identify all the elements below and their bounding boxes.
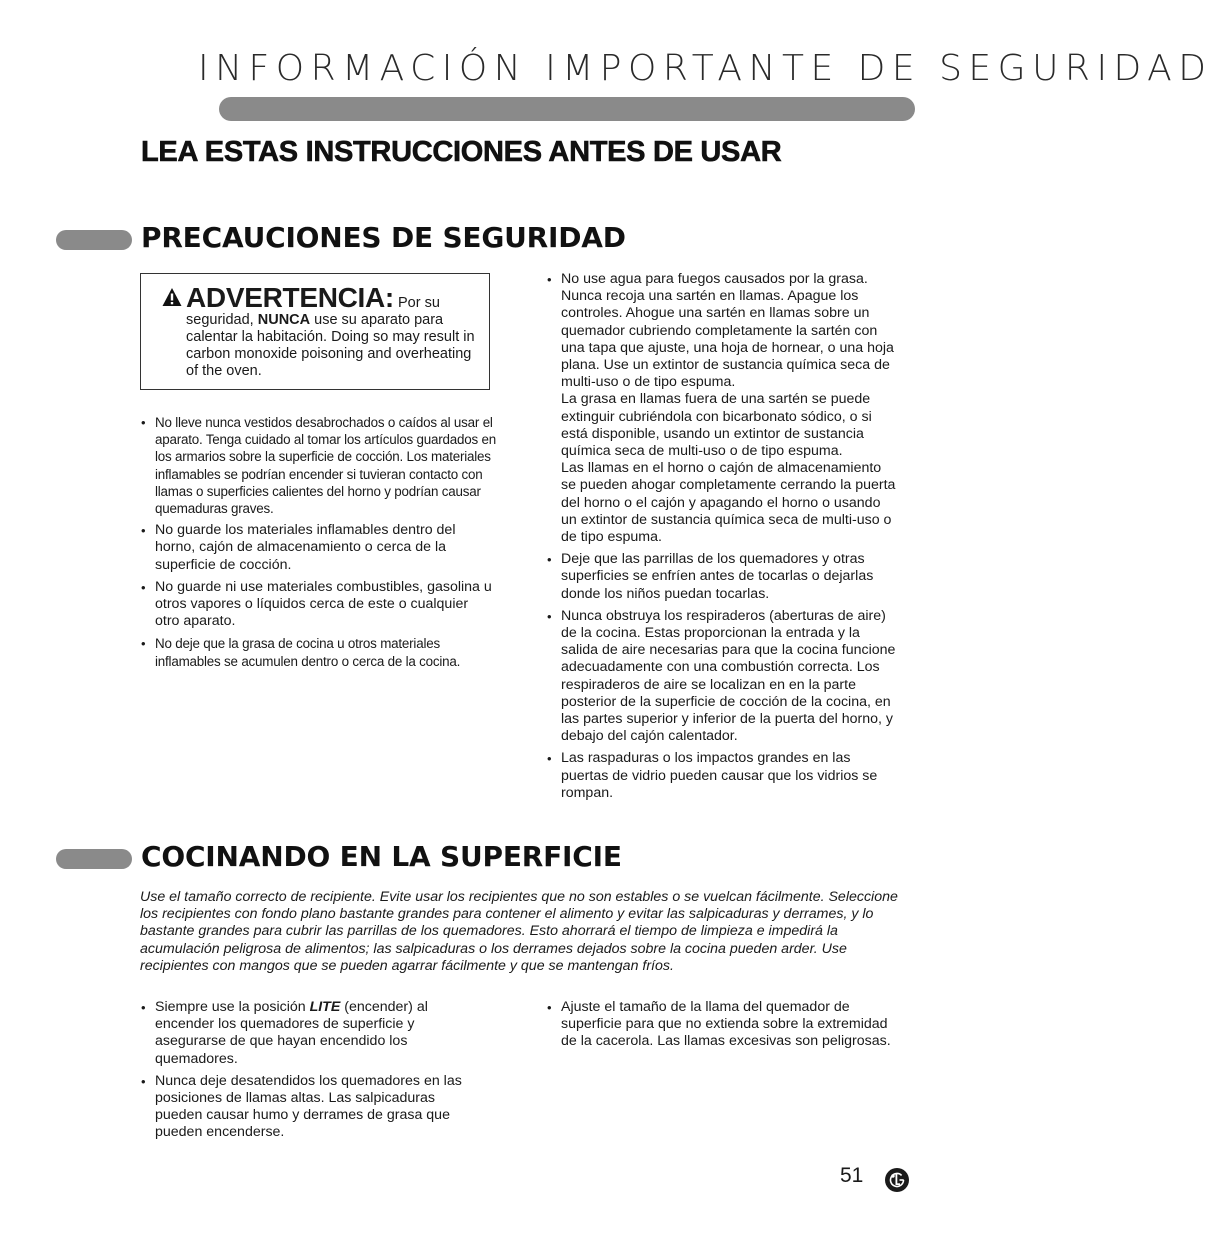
- section-pill-cocinando: [56, 849, 132, 869]
- section-pill-precauciones: [56, 230, 132, 250]
- warning-box: [140, 273, 490, 390]
- list-item: • Nunca obstruya los respiraderos (aberturas de aire) de la cocina. Estas proporcionan la entrada y la salida de aire necesarias para que la cocina funcione adecuadamente con una combustión correcta. Los respiraderos de aire se localizan en en la parte posterior de la superficie de cocción de la cocina, en las partes superior y inferior de la puerta del horno, y debajo del cajón calentador.: [547, 608, 899, 746]
- page-number: 51: [840, 1164, 864, 1187]
- main-heading: LEA ESTAS INSTRUCCIONES ANTES DE USAR: [141, 136, 782, 168]
- cocinando-intro: Use el tamaño correcto de recipiente. Evite usar los recipientes que no son estables o se vuelcan fácilmente. Seleccione los recipientes con fondo plano bastante grandes para contener el alimento y evitar las salpicaduras y derrames, y lo bastante grandes para cubrir las parrillas de los quemadores. Esto ahorrará el tiempo de limpieza e impedirá la acumulación peligrosa de alimentos; las salpicaduras o los derrames dejados sobre la cocina pueden arder. Use recipientes con mangos que se pueden agarrar fácilmente y que se mantengan fríos.: [140, 889, 898, 974]
- list-item-paragraph: • No use agua para fuegos causados por la grasa. Nunca recoja una sartén en llamas. Apague los controles. Ahogue una sartén en llamas sobre un quemador cubriendo completamente la sartén con una tapa que ajuste, una hoja de hornear, o una hoja plana. Use un extintor de sustancia química seca de multi-uso o de tipo espuma.: [561, 271, 894, 391]
- list-item: • Nunca deje desatendidos los quemadores en las posiciones de llamas altas. Las salpicaduras pueden causar humo y derrames de grasa que pueden encenderse.: [141, 1073, 486, 1142]
- list-item-text: Siempre use la posición: [155, 999, 310, 1015]
- warning-text-bold: NUNCA: [257, 312, 311, 328]
- list-item: [547, 271, 899, 546]
- list-item: • No guarde los materiales inflamables dentro del horno, cajón de almacenamiento o cerca de la superficie de cocción.: [141, 522, 496, 574]
- precauciones-left-list: [141, 414, 496, 675]
- section-title-cocinando: COCINANDO EN LA SUPERFICIE: [141, 840, 622, 873]
- list-item: • Deje que las parrillas de los quemadores y otras superficies se enfríen antes de tocarlas o dejarlas donde los niños puedan tocarlas.: [547, 551, 899, 603]
- list-item-paragraph: La grasa en llamas fuera de una sartén se puede extinguir cubriéndola con bicarbonato sódico, o si está disponible, usando un extintor de sustancia química seca de multi-uso o de tipo espuma.: [561, 391, 872, 460]
- cocinando-left-list: [141, 999, 486, 1147]
- list-item: • No guarde ni use materiales combustibles, gasolina u otros vapores o líquidos cerca de este o cualquier otro aparato.: [141, 579, 496, 631]
- section-title-precauciones: PRECAUCIONES DE SEGURIDAD: [141, 221, 626, 254]
- list-item-paragraph: Las llamas en el horno o cajón de almacenamiento se pueden ahogar completamente cerrando la puerta del horno o el cajón y apagando el horno o usando un extintor de sustancia química seca de multi-uso o de tipo espuma.: [561, 460, 896, 546]
- warning-text-a: Por su seguridad,: [186, 295, 440, 328]
- warning-text-b: use su aparato para calentar la habitación. Doing so may result in carbon monoxide poisoning and overheating of the oven.: [186, 312, 475, 379]
- list-item-bold: LITE: [309, 999, 341, 1015]
- list-item: • Las raspaduras o los impactos grandes en las puertas de vidrio pueden causar que los vidrios se rompan.: [547, 750, 899, 802]
- precauciones-right-list: [547, 271, 899, 807]
- list-item: • No lleve nunca vestidos desabrochados o caídos al usar el aparato. Tenga cuidado al tomar los artículos guardados en los armarios sobre la superficie de cocción. Los materiales inflamables se podrían encender si tuvieran contacto con llamas o superficies calientes del horno y podrían causar quemaduras graves.: [141, 414, 496, 517]
- warning-triangle-icon: [162, 287, 182, 307]
- list-item: [141, 999, 486, 1068]
- list-item: • Ajuste el tamaño de la llama del quemador de superficie para que no extienda sobre la extremidad de la cacerola. Las llamas excesivas son peligrosas.: [547, 999, 892, 1051]
- list-item-text: (encender) al encender los quemadores de superficie y asegurarse de que hayan encendido los quemadores.: [155, 999, 428, 1067]
- page-header-title: INFORMACIÓN IMPORTANTE DE SEGURIDAD: [198, 48, 1213, 89]
- cocinando-right-list: [547, 999, 892, 1056]
- warning-title: ADVERTENCIA:: [186, 282, 394, 313]
- header-bar: [219, 97, 915, 121]
- lg-logo-icon: [884, 1167, 910, 1193]
- list-item: • No deje que la grasa de cocina u otros materiales inflamables se acumulen dentro o cerca de la cocina.: [141, 635, 496, 669]
